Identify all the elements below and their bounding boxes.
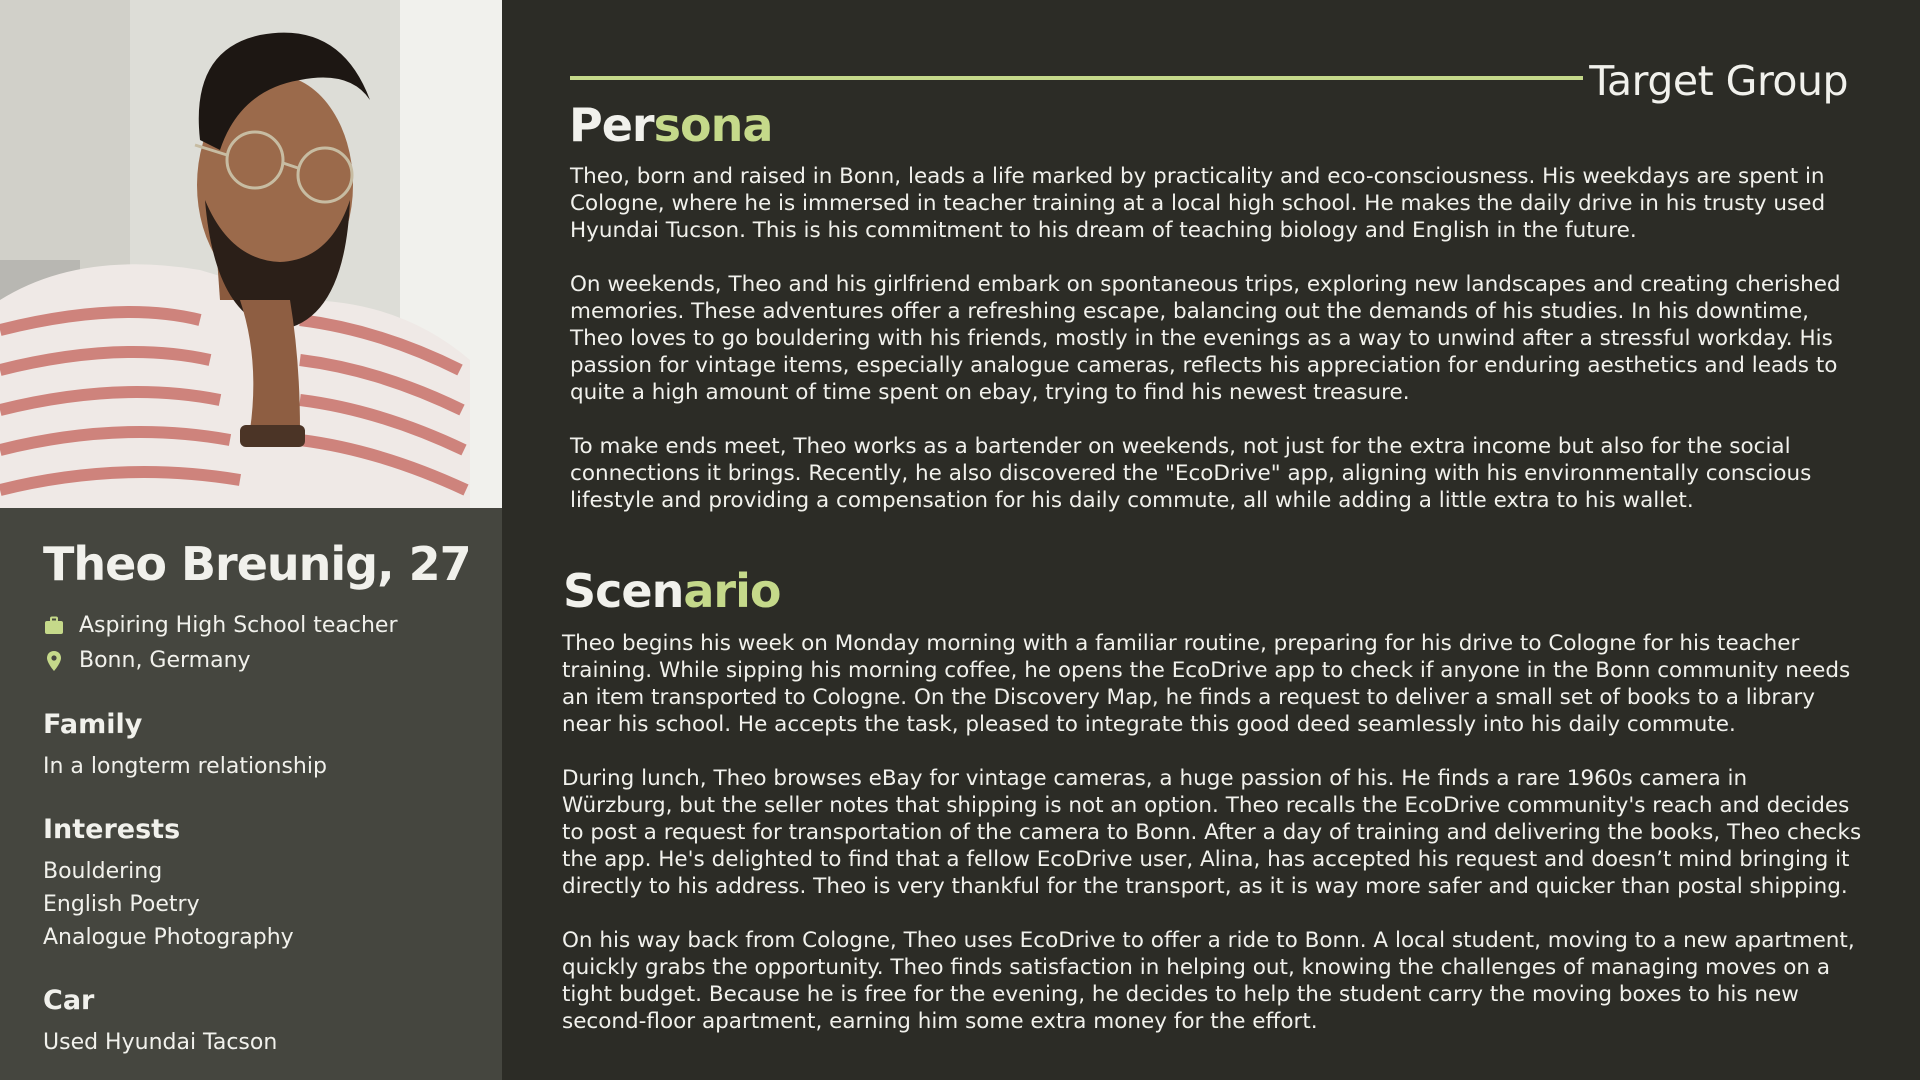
header-rule <box>570 76 1583 80</box>
persona-heading-part: Per <box>569 98 654 152</box>
location-pin-icon <box>43 650 65 672</box>
persona-paragraph: Theo, born and raised in Bonn, leads a life marked by practicality and eco-consciousness. His weekdays are spent in Cologne, where he is immersed in teacher training at a local high school. He makes the daily drive in his trusty used Hyundai Tucson. This is his commitment to his dream of teaching biology and English in the future. <box>570 164 1826 243</box>
profile-photo <box>0 0 502 508</box>
persona-paragraph: On weekends, Theo and his girlfriend embark on spontaneous trips, exploring new landscapes and creating cherished memories. These adventures offer a refreshing escape, balancing out the demands of his studies. In his downtime, Theo loves to go bouldering with his friends, mostly in the evenings as a way to unwind after a stressful workday. His passion for vintage items, especially analogue cameras, reflects his appreciation for enduring aesthetics and leads to quite a high amount of time spent on ebay, trying to find his newest treasure. <box>570 272 1841 405</box>
scenario-paragraph: Theo begins his week on Monday morning with a familiar routine, preparing for his drive to Cologne for his teacher training. While sipping his morning coffee, he opens the EcoDrive app to check if anyone in the Bonn community needs an item transported to Cologne. On the Discovery Map, he finds a request to deliver a small set of books to a library near his school. He accepts the task, pleased to integrate this good deed seamlessly into his daily commute. <box>562 631 1851 737</box>
briefcase-icon <box>43 615 65 637</box>
family-heading: Family <box>43 709 143 740</box>
location-text: Bonn, Germany <box>79 648 251 673</box>
scenario-heading-part: Scen <box>563 564 684 618</box>
car-heading: Car <box>43 985 95 1016</box>
profile-sidebar <box>0 0 502 1080</box>
interest-item: Bouldering <box>43 859 163 884</box>
profile-name: Theo Breunig, 27 <box>43 537 471 591</box>
interest-item: English Poetry <box>43 892 200 917</box>
occupation-text: Aspiring High School teacher <box>79 613 398 638</box>
scenario-paragraph: On his way back from Cologne, Theo uses EcoDrive to offer a ride to Bonn. A local student, moving to a new apartment, quickly grabs the opportunity. Theo finds satisfaction in helping out, knowing the challenges of managing moves on a tight budget. Because he is free for the evening, he decides to help the student carry the moving boxes to his new second-floor apartment, earning him some extra money for the effort. <box>562 928 1855 1034</box>
persona-paragraph: To make ends meet, Theo works as a bartender on weekends, not just for the extra income but also for the social connections it brings. Recently, he also discovered the "EcoDrive" app, aligning with his environmentally conscious lifestyle and providing a compensation for his daily commute, all while adding a little extra to his wallet. <box>570 434 1812 513</box>
occupation-row <box>43 608 483 643</box>
scenario-paragraph: During lunch, Theo browses eBay for vintage cameras, a huge passion of his. He finds a rare 1960s camera in Würzburg, but the seller notes that shipping is not an option. Theo recalls the EcoDrive community's reach and decides to post a request for transportation of the camera to Bonn. After a day of training and delivering the books, Theo checks the app. He's delighted to find that a fellow EcoDrive user, Alina, has accepted his request and doesn’t mind bringing it directly to his address. Theo is very thankful for the transport, as it is way more safer and quicker than postal shipping. <box>562 766 1862 899</box>
persona-heading-accent: sona <box>653 98 773 152</box>
scenario-heading-accent: ario <box>683 564 781 618</box>
location-row <box>43 643 483 678</box>
persona-heading <box>569 97 772 153</box>
scenario-heading <box>563 563 780 619</box>
interest-item: Analogue Photography <box>43 925 294 950</box>
interests-heading: Interests <box>43 814 181 845</box>
car-value: Used Hyundai Tacson <box>43 1030 278 1055</box>
target-group-label: Target Group <box>1589 57 1848 105</box>
scenario-text <box>562 630 1862 1062</box>
family-value: In a longterm relationship <box>43 754 327 779</box>
persona-text <box>570 163 1860 541</box>
